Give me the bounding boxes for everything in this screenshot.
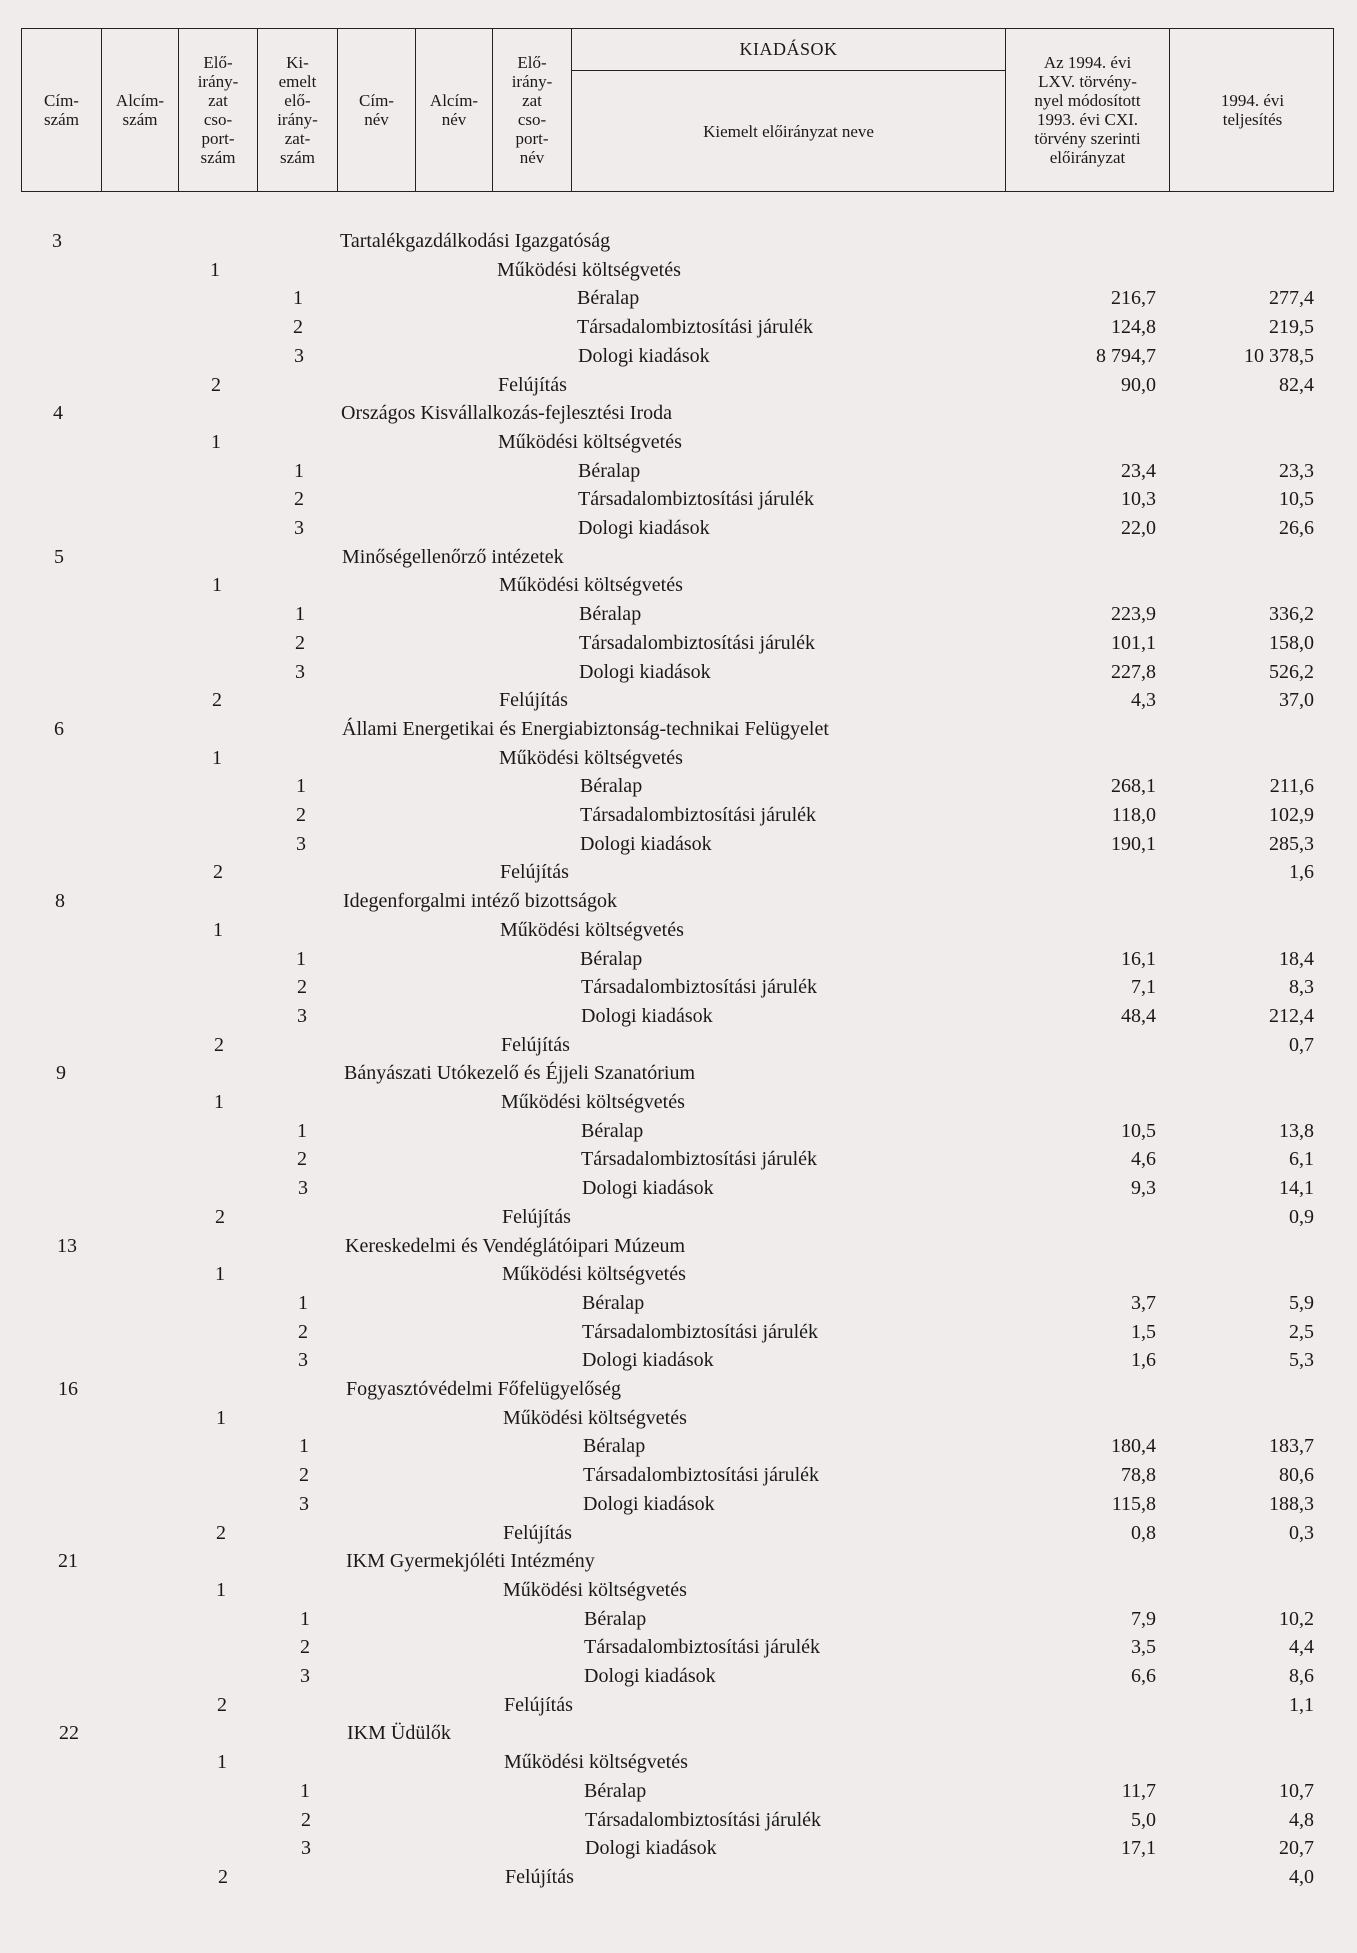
row-value-teljesites: 0,7 [1289, 1034, 1314, 1056]
table-row [0, 342, 1357, 370]
row-value-modositott: 216,7 [1111, 287, 1156, 309]
row-code: 3 [296, 833, 306, 855]
header-cimnev: Cím- név [338, 29, 416, 191]
row-value-modositott: 3,5 [1131, 1636, 1156, 1658]
row-name: Társadalombiztosítási járulék [581, 976, 818, 998]
row-value-modositott: 10,5 [1121, 1120, 1156, 1142]
header-modositott-eloiranyzat: Az 1994. évi LXV. törvény- nyel módosított 1993. évi CXI. törvény szerinti előirányzat [1006, 29, 1170, 191]
row-value-teljesites: 23,3 [1279, 460, 1314, 482]
row-name: Béralap [580, 948, 643, 970]
row-name: Felújítás [501, 1034, 570, 1056]
row-value-teljesites: 13,8 [1279, 1120, 1314, 1142]
table-row [0, 1633, 1357, 1661]
row-code: 3 [295, 661, 305, 683]
row-value-teljesites: 4,4 [1289, 1636, 1314, 1658]
row-name: Dologi kiadások [578, 517, 710, 539]
table-row [0, 1777, 1357, 1805]
row-name: Fogyasztóvédelmi Főfelügyelőség [346, 1378, 621, 1400]
row-value-modositott: 17,1 [1121, 1837, 1156, 1859]
table-row [0, 1117, 1357, 1145]
row-code: 1 [217, 1751, 227, 1773]
table-row [0, 1031, 1357, 1059]
row-value-teljesites: 6,1 [1289, 1148, 1314, 1170]
table-row [0, 1432, 1357, 1460]
row-value-teljesites: 20,7 [1279, 1837, 1314, 1859]
row-code: 9 [56, 1062, 66, 1084]
row-code: 1 [216, 1579, 226, 1601]
row-code: 8 [55, 890, 65, 912]
row-name: Dologi kiadások [582, 1177, 714, 1199]
row-name: Működési költségvetés [503, 1579, 687, 1601]
row-value-modositott: 11,7 [1121, 1780, 1156, 1802]
row-value-modositott: 101,1 [1111, 632, 1156, 654]
row-name: Béralap [583, 1435, 646, 1457]
row-code: 1 [297, 1120, 307, 1142]
row-value-teljesites: 526,2 [1269, 661, 1314, 683]
row-code: 6 [54, 718, 64, 740]
row-name: Országos Kisvállalkozás-fejlesztési Iroda [341, 402, 672, 424]
table-row [0, 1318, 1357, 1346]
row-code: 1 [300, 1780, 310, 1802]
row-code: 2 [300, 1636, 310, 1658]
row-code: 3 [298, 1349, 308, 1371]
table-row [0, 629, 1357, 657]
row-code: 1 [294, 460, 304, 482]
row-name: Béralap [582, 1292, 645, 1314]
row-name: Működési költségvetés [499, 574, 683, 596]
row-name: Működési költségvetés [497, 259, 681, 281]
row-value-teljesites: 82,4 [1279, 374, 1314, 396]
table-row [0, 973, 1357, 1001]
row-value-teljesites: 0,3 [1289, 1522, 1314, 1544]
row-value-modositott: 115,8 [1111, 1493, 1156, 1515]
row-code: 1 [300, 1608, 310, 1630]
table-row [0, 600, 1357, 628]
row-value-teljesites: 277,4 [1269, 287, 1314, 309]
row-value-modositott: 223,9 [1111, 603, 1156, 625]
table-row [0, 658, 1357, 686]
row-value-modositott: 16,1 [1121, 948, 1156, 970]
row-code: 1 [299, 1435, 309, 1457]
row-value-teljesites: 14,1 [1279, 1177, 1314, 1199]
table-row [0, 1289, 1357, 1317]
row-name: Kereskedelmi és Vendéglátóipari Múzeum [345, 1235, 686, 1257]
row-name: Dologi kiadások [584, 1665, 716, 1687]
header-alcimnev: Alcím- név [416, 29, 493, 191]
table-row [0, 1260, 1357, 1288]
row-value-modositott: 1,6 [1131, 1349, 1156, 1371]
row-code: 1 [211, 431, 221, 453]
row-name: Dologi kiadások [585, 1837, 717, 1859]
row-name: Béralap [581, 1120, 644, 1142]
row-name: Bányászati Utókezelő és Éjjeli Szanatórium [344, 1062, 695, 1084]
row-code: 2 [218, 1866, 228, 1888]
table-row [0, 543, 1357, 571]
table-row [0, 1719, 1357, 1747]
table-row [0, 715, 1357, 743]
row-value-teljesites: 26,6 [1279, 517, 1314, 539]
table-row [0, 772, 1357, 800]
row-code: 2 [216, 1522, 226, 1544]
row-name: Működési költségvetés [499, 747, 683, 769]
table-row [0, 887, 1357, 915]
row-value-modositott: 90,0 [1121, 374, 1156, 396]
row-value-teljesites: 18,4 [1279, 948, 1314, 970]
table-row [0, 945, 1357, 973]
row-value-modositott: 7,9 [1131, 1608, 1156, 1630]
row-name: Társadalombiztosítási járulék [580, 804, 817, 826]
row-value-teljesites: 212,4 [1269, 1005, 1314, 1027]
row-code: 1 [293, 287, 303, 309]
row-code: 4 [53, 402, 63, 424]
row-code: 1 [212, 574, 222, 596]
row-value-teljesites: 336,2 [1269, 603, 1314, 625]
row-name: IKM Gyermekjóléti Intézmény [346, 1550, 595, 1572]
row-name: Dologi kiadások [578, 345, 710, 367]
table-row [0, 256, 1357, 284]
row-name: Dologi kiadások [583, 1493, 715, 1515]
header-kiadasok-group [572, 29, 1006, 191]
row-value-modositott: 5,0 [1131, 1809, 1156, 1831]
row-name: Felújítás [504, 1694, 573, 1716]
row-code: 1 [216, 1407, 226, 1429]
row-name: Társadalombiztosítási járulék [583, 1464, 820, 1486]
row-code: 1 [210, 259, 220, 281]
table-row [0, 1346, 1357, 1374]
row-value-modositott: 124,8 [1111, 316, 1156, 338]
row-name: Társadalombiztosítási járulék [581, 1148, 818, 1170]
row-code: 21 [58, 1550, 78, 1572]
header-kiemelt-eloiranyzat-szam: Ki- emelt elő- irány- zat- szám [258, 29, 338, 191]
row-value-teljesites: 8,6 [1289, 1665, 1314, 1687]
table-row [0, 830, 1357, 858]
table-row [0, 1576, 1357, 1604]
row-name: Állami Energetikai és Energiabiztonság-technikai Felügyelet [342, 718, 829, 740]
row-name: Dologi kiadások [581, 1005, 713, 1027]
row-value-teljesites: 4,8 [1289, 1809, 1314, 1831]
row-value-teljesites: 2,5 [1289, 1321, 1314, 1343]
table-row [0, 1834, 1357, 1862]
row-value-teljesites: 10,2 [1279, 1608, 1314, 1630]
row-value-teljesites: 80,6 [1279, 1464, 1314, 1486]
row-code: 2 [295, 632, 305, 654]
table-row [0, 284, 1357, 312]
row-name: Béralap [577, 287, 640, 309]
row-value-modositott: 268,1 [1111, 775, 1156, 797]
row-value-modositott: 23,4 [1121, 460, 1156, 482]
row-code: 2 [297, 976, 307, 998]
row-value-modositott: 4,3 [1131, 689, 1156, 711]
row-code: 2 [211, 374, 221, 396]
row-code: 3 [301, 1837, 311, 1859]
table-row [0, 1203, 1357, 1231]
row-name: Társadalombiztosítási járulék [582, 1321, 819, 1343]
row-value-teljesites: 10 378,5 [1244, 345, 1314, 367]
table-row [0, 1145, 1357, 1173]
table-row [0, 1748, 1357, 1776]
row-value-modositott: 118,0 [1111, 804, 1156, 826]
table-row [0, 686, 1357, 714]
table-row [0, 1232, 1357, 1260]
row-value-modositott: 1,5 [1131, 1321, 1156, 1343]
table-row [0, 571, 1357, 599]
table-row [0, 1059, 1357, 1087]
table-row [0, 801, 1357, 829]
table-row [0, 1519, 1357, 1547]
row-name: Működési költségvetés [502, 1263, 686, 1285]
row-value-modositott: 180,4 [1111, 1435, 1156, 1457]
row-name: Dologi kiadások [579, 661, 711, 683]
header-eloiranyzat-csoport-nev: Elő- irány- zat cso- port- név [493, 29, 572, 191]
row-code: 16 [58, 1378, 78, 1400]
row-name: Felújítás [502, 1206, 571, 1228]
row-code: 2 [298, 1321, 308, 1343]
row-name: Felújítás [499, 689, 568, 711]
row-value-modositott: 78,8 [1121, 1464, 1156, 1486]
row-name: Társadalombiztosítási járulék [578, 488, 815, 510]
row-code: 5 [54, 546, 64, 568]
row-name: Társadalombiztosítási járulék [585, 1809, 822, 1831]
row-value-teljesites: 10,7 [1279, 1780, 1314, 1802]
row-value-teljesites: 1,1 [1289, 1694, 1314, 1716]
row-value-teljesites: 183,7 [1269, 1435, 1314, 1457]
row-value-teljesites: 1,6 [1289, 861, 1314, 883]
header-cimszam: Cím- szám [22, 29, 102, 191]
table-row [0, 1662, 1357, 1690]
row-value-modositott: 8 794,7 [1096, 345, 1156, 367]
row-code: 3 [300, 1665, 310, 1687]
table-row [0, 744, 1357, 772]
table-row [0, 514, 1357, 542]
row-name: Működési költségvetés [498, 431, 682, 453]
row-value-modositott: 3,7 [1131, 1292, 1156, 1314]
table-row [0, 371, 1357, 399]
row-name: Dologi kiadások [582, 1349, 714, 1371]
row-code: 2 [213, 861, 223, 883]
row-code: 2 [296, 804, 306, 826]
row-value-modositott: 0,8 [1131, 1522, 1156, 1544]
row-code: 3 [299, 1493, 309, 1515]
row-value-modositott: 6,6 [1131, 1665, 1156, 1687]
table-row [0, 457, 1357, 485]
table-row [0, 1174, 1357, 1202]
row-code: 3 [298, 1177, 308, 1199]
row-value-teljesites: 158,0 [1269, 632, 1314, 654]
row-code: 2 [214, 1034, 224, 1056]
row-code: 22 [59, 1722, 79, 1744]
header-kiemelt-eloiranyzat-neve: Kiemelt előirányzat neve [703, 122, 874, 141]
row-code: 2 [212, 689, 222, 711]
row-name: Működési költségvetés [500, 919, 684, 941]
table-row [0, 399, 1357, 427]
row-value-teljesites: 285,3 [1269, 833, 1314, 855]
table-row [0, 428, 1357, 456]
table-row [0, 1404, 1357, 1432]
table-row [0, 1461, 1357, 1489]
row-value-teljesites: 37,0 [1279, 689, 1314, 711]
row-code: 2 [301, 1809, 311, 1831]
row-code: 3 [294, 517, 304, 539]
row-value-teljesites: 5,3 [1289, 1349, 1314, 1371]
table-row [0, 227, 1357, 255]
row-code: 2 [293, 316, 303, 338]
row-name: Felújítás [498, 374, 567, 396]
row-name: Béralap [579, 603, 642, 625]
table-row [0, 1691, 1357, 1719]
row-name: Béralap [578, 460, 641, 482]
row-value-teljesites: 10,5 [1279, 488, 1314, 510]
row-value-modositott: 22,0 [1121, 517, 1156, 539]
row-name: Működési költségvetés [503, 1407, 687, 1429]
row-code: 3 [294, 345, 304, 367]
row-value-modositott: 9,3 [1131, 1177, 1156, 1199]
row-name: Minőségellenőrző intézetek [342, 546, 564, 568]
header-teljesites: 1994. évi teljesítés [1220, 91, 1285, 129]
row-name: Felújítás [503, 1522, 572, 1544]
table-row [0, 1605, 1357, 1633]
row-code: 2 [215, 1206, 225, 1228]
row-code: 1 [212, 747, 222, 769]
table-row [0, 1002, 1357, 1030]
row-code: 1 [295, 603, 305, 625]
row-name: Társadalombiztosítási járulék [579, 632, 816, 654]
row-value-teljesites: 0,9 [1289, 1206, 1314, 1228]
row-name: Dologi kiadások [580, 833, 712, 855]
row-name: Társadalombiztosítási járulék [584, 1636, 821, 1658]
table-row [0, 1490, 1357, 1518]
row-value-teljesites: 5,9 [1289, 1292, 1314, 1314]
table-row [0, 313, 1357, 341]
table-row [0, 485, 1357, 513]
row-value-teljesites: 188,3 [1269, 1493, 1314, 1515]
table-row [0, 1375, 1357, 1403]
row-code: 1 [298, 1292, 308, 1314]
row-code: 3 [297, 1005, 307, 1027]
row-code: 1 [296, 775, 306, 797]
row-code: 1 [296, 948, 306, 970]
header-alcimszam: Alcím- szám [102, 29, 179, 191]
row-name: Működési költségvetés [501, 1091, 685, 1113]
row-value-teljesites: 4,0 [1289, 1866, 1314, 1888]
row-name: Béralap [584, 1608, 647, 1630]
row-value-modositott: 4,6 [1131, 1148, 1156, 1170]
row-value-teljesites: 102,9 [1269, 804, 1314, 826]
row-value-modositott: 7,1 [1131, 976, 1156, 998]
table-row [0, 1547, 1357, 1575]
row-name: Idegenforgalmi intéző bizottságok [343, 890, 617, 912]
table-row [0, 1088, 1357, 1116]
row-name: Társadalombiztosítási járulék [577, 316, 814, 338]
row-value-teljesites: 211,6 [1269, 775, 1314, 797]
row-name: Béralap [580, 775, 643, 797]
row-code: 13 [57, 1235, 77, 1257]
table-row [0, 916, 1357, 944]
row-value-modositott: 48,4 [1121, 1005, 1156, 1027]
row-code: 2 [217, 1694, 227, 1716]
row-value-modositott: 190,1 [1111, 833, 1156, 855]
row-name: Felújítás [505, 1866, 574, 1888]
row-code: 1 [213, 919, 223, 941]
row-code: 2 [299, 1464, 309, 1486]
row-code: 1 [214, 1091, 224, 1113]
table-row [0, 858, 1357, 886]
row-value-modositott: 227,8 [1111, 661, 1156, 683]
table-header [21, 28, 1334, 192]
table-row [0, 1806, 1357, 1834]
row-name: Felújítás [500, 861, 569, 883]
row-code: 1 [215, 1263, 225, 1285]
row-value-teljesites: 219,5 [1269, 316, 1314, 338]
row-name: Működési költségvetés [504, 1751, 688, 1773]
table-row [0, 1863, 1357, 1891]
row-name: Tartalékgazdálkodási Igazgatóság [340, 230, 611, 252]
row-value-modositott: 10,3 [1121, 488, 1156, 510]
row-name: IKM Üdülők [347, 1722, 451, 1744]
row-code: 2 [294, 488, 304, 510]
row-code: 2 [297, 1148, 307, 1170]
header-eloiranyzat-csoport-szam: Elő- irány- zat cso- port- szám [179, 29, 258, 191]
row-value-teljesites: 8,3 [1289, 976, 1314, 998]
row-code: 3 [52, 230, 62, 252]
header-kiadasok: KIADÁSOK [572, 29, 1005, 71]
row-name: Béralap [584, 1780, 647, 1802]
